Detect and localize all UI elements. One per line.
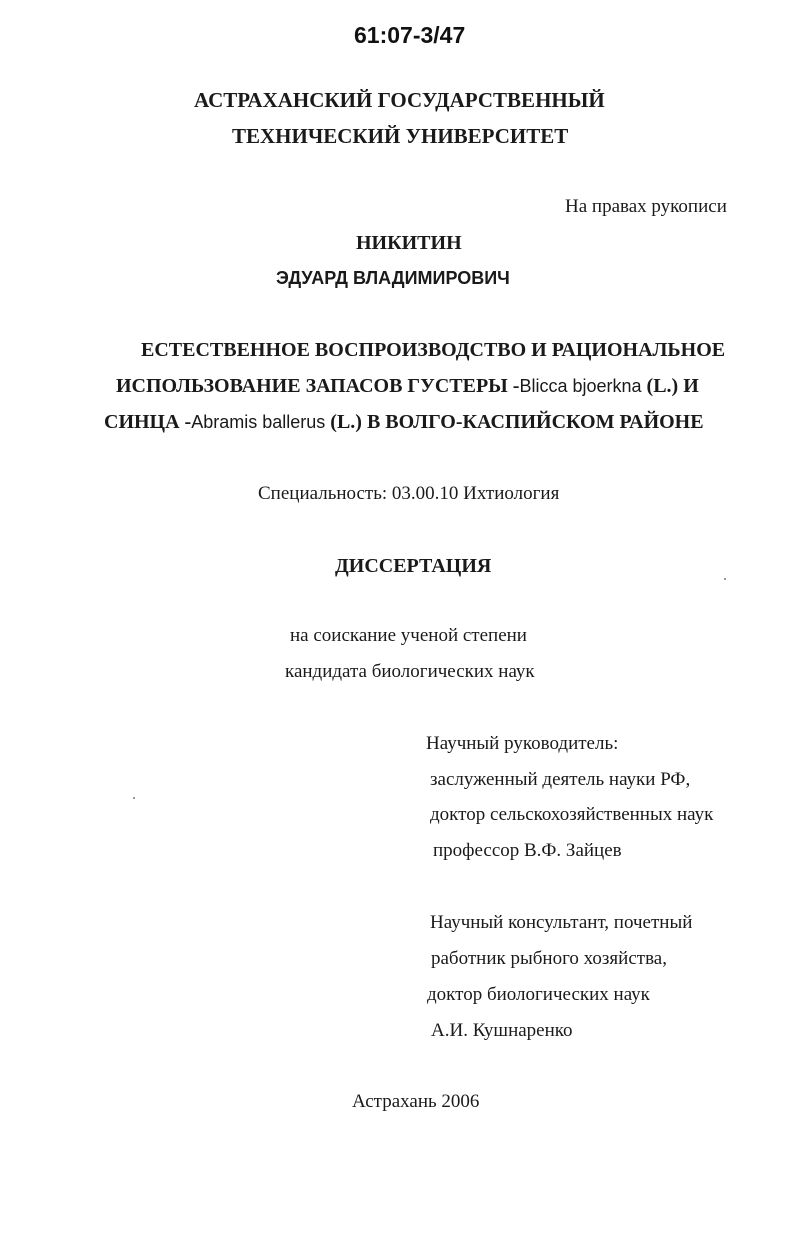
author-surname: НИКИТИН xyxy=(356,232,462,254)
consultant-degree: доктор биологических наук xyxy=(427,984,650,1005)
scan-speck xyxy=(133,797,135,799)
supervisor-degree: доктор сельскохозяйственных наук xyxy=(430,804,714,825)
degree-line2: кандидата биологических наук xyxy=(285,661,535,682)
consultant-name: А.И. Кушнаренко xyxy=(431,1020,573,1041)
consultant-label: Научный консультант, почетный xyxy=(430,912,693,933)
supervisor-label: Научный руководитель: xyxy=(426,733,619,754)
supervisor-honor: заслуженный деятель науки РФ, xyxy=(430,769,691,790)
dissertation-title-line1: ЕСТЕСТВЕННОЕ ВОСПРОИЗВОДСТВО И РАЦИОНАЛЬНОЕ xyxy=(141,339,726,361)
archive-stamp-number: 61:07-3/47 xyxy=(354,22,466,48)
place-and-year: Астрахань 2006 xyxy=(352,1091,480,1112)
document-type-heading: ДИССЕРТАЦИЯ xyxy=(335,555,492,577)
author-given-names: ЭДУАРД ВЛАДИМИРОВИЧ xyxy=(276,268,510,288)
consultant-honor: работник рыбного хозяйства, xyxy=(431,948,667,969)
dissertation-title-line2 xyxy=(116,375,699,398)
supervisor-name: профессор В.Ф. Зайцев xyxy=(433,840,622,861)
degree-line1: на соискание ученой степени xyxy=(290,625,527,646)
specialty-line: Специальность: 03.00.10 Ихтиология xyxy=(258,483,560,504)
university-name-line2: ТЕХНИЧЕСКИЙ УНИВЕРСИТЕТ xyxy=(232,124,569,148)
dissertation-title-line3 xyxy=(104,411,704,434)
species-name-abramis: Abramis ballerus xyxy=(191,412,326,432)
university-name-line1: АСТРАХАНСКИЙ ГОСУДАРСТВЕННЫЙ xyxy=(194,88,605,112)
title-line3-text-a: СИНЦА - xyxy=(104,411,192,433)
title-line2-text-a: ИСПОЛЬЗОВАНИЕ ЗАПАСОВ ГУСТЕРЫ - xyxy=(116,375,520,397)
scan-speck xyxy=(724,578,726,580)
title-line2-text-b: (L.) И xyxy=(641,375,699,397)
title-line3-text-b: (L.) В ВОЛГО-КАСПИЙСКОМ РАЙОНЕ xyxy=(325,411,704,433)
species-name-blicca: Blicca bjoerkna xyxy=(519,376,642,396)
manuscript-rights-note: На правах рукописи xyxy=(565,196,727,217)
